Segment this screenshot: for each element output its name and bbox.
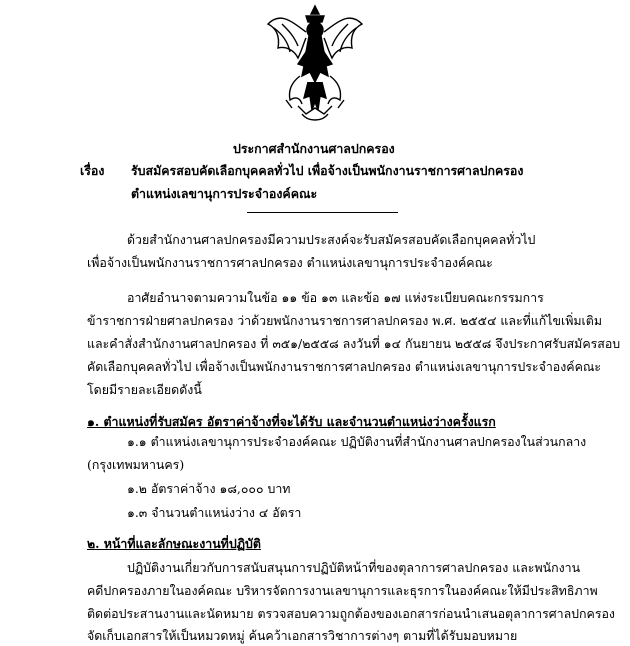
section-1-heading: ๑. ตำแหน่งที่รับสมัคร อัตราค่าจ้างที่จะได้รับ และจำนวนตำแหน่งว่างครั้งแรก <box>87 414 496 429</box>
paragraph-2-line: คัดเลือกบุคคลทั่วไป เพื่อจ้างเป็นพนักงานราชการศาลปกครอง ตำแหน่งเลขานุการประจำองค์คณะ <box>87 359 602 374</box>
subject-line-2: ตำแหน่งเลขานุการประจำองค์คณะ <box>131 186 318 201</box>
section-2-line: ปฏิบัติงานเกี่ยวกับการสนับสนุนการปฏิบัติหน้าที่ของตุลาการศาลปกครอง และพนักงาน <box>127 560 581 575</box>
garuda-emblem-icon <box>262 2 368 126</box>
paragraph-2-line: ข้าราชการฝ่ายศาลปกครอง ว่าด้วยพนักงานราชการศาลปกครอง พ.ศ. ๒๕๕๔ และที่แก้ไขเพิ่มเติม <box>87 313 602 328</box>
section-2-line: ติดต่อประสานงานและนัดหมาย ตรวจสอบความถูกต้องของเอกสารก่อนนำเสนอตุลาการศาลปกครอง <box>87 606 615 621</box>
announcement-title: ประกาศสำนักงานศาลปกครอง <box>233 141 395 156</box>
subject-label: เรื่อง <box>80 163 105 178</box>
paragraph-1-line: ด้วยสำนักงานศาลปกครองมีความประสงค์จะรับสมัครสอบคัดเลือกบุคคลทั่วไป <box>127 232 536 247</box>
section-2-heading: ๒. หน้าที่และลักษณะงานที่ปฏิบัติ <box>87 536 261 551</box>
section-2-line: จัดเก็บเอกสารให้เป็นหมวดหมู่ ค้นคว้าเอกสารวิชาการต่างๆ ตามที่ได้รับมอบหมาย <box>87 628 518 643</box>
section-1-item-1: ๑.๑ ตำแหน่งเลขานุการประจำองค์คณะ ปฏิบัติงานที่สำนักงานศาลปกครองในส่วนกลาง <box>127 434 587 449</box>
title-divider <box>247 212 398 213</box>
section-1-item-3: ๑.๓ จำนวนตำแหน่งว่าง ๔ อัตรา <box>127 505 302 520</box>
paragraph-2-line: และคำสั่งสำนักงานศาลปกครอง ที่ ๓๕๑/๒๕๕๘ ลงวันที่ ๑๔ กันยายน ๒๕๕๘ จึงประกาศรับสมัครสอบ <box>87 336 621 351</box>
section-2-line: คดีปกครองภายในองค์คณะ บริหารจัดการงานเลขานุการและธุรการในองค์คณะให้มีประสิทธิภาพ <box>87 583 598 598</box>
paragraph-2-line: โดยมีรายละเอียดดังนี้ <box>87 382 202 397</box>
paragraph-1-line: เพื่อจ้างเป็นพนักงานราชการศาลปกครอง ตำแหน่งเลขานุการประจำองค์คณะ <box>87 255 493 270</box>
paragraph-2-line: อาศัยอำนาจตามความในข้อ ๑๑ ข้อ ๑๓ และข้อ ๑๗ แห่งระเบียบคณะกรรมการ <box>127 290 544 305</box>
section-1-item-2: ๑.๒ อัตราค่าจ้าง ๑๘,๐๐๐ บาท <box>127 481 291 496</box>
subject-line-1: รับสมัครสอบคัดเลือกบุคคลทั่วไป เพื่อจ้างเป็นพนักงานราชการศาลปกครอง <box>131 163 524 178</box>
section-1-item-1-cont: (กรุงเทพมหานคร) <box>87 457 185 472</box>
